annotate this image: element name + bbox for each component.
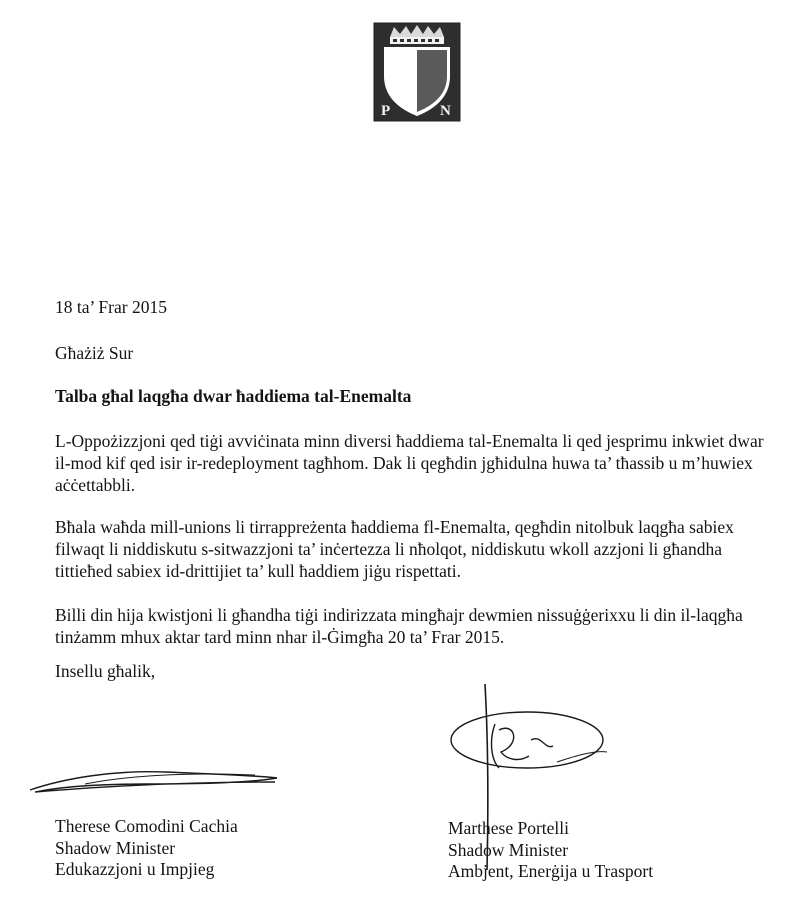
- signatory-title: Shadow Minister: [55, 837, 176, 858]
- paragraph-1: L-Oppożizzjoni qed tiġi avviċinata minn diversi ħaddiema tal-Enemalta li qed jesprimu inkwiet dwar il-mod kif qed isir ir-redeployment tagħhom. Dak li qegħdin jgħidulna huwa ta’ tħassib u m’huwiex aċċettabbli.: [55, 431, 764, 495]
- signatory-portfolio: Edukazzjoni u Impjieg: [55, 859, 215, 879]
- paragraph-3: Billi din hija kwistjoni li għandha tiġi indirizzata mingħajr dewmien nissuġġerixxu li din il-laqgħa tinżamm mhux aktar tard minn nhar il-Ġimgħa 20 ta’ Frar 2015.: [55, 605, 743, 647]
- svg-text:N: N: [440, 103, 451, 119]
- signature-scribble-icon: [25, 758, 285, 798]
- letter-subject: Talba għal laqgħa dwar ħaddiema tal-Enemalta: [55, 386, 412, 406]
- signatory-name: Therese Comodini Cachia: [55, 816, 238, 836]
- party-emblem-icon: [373, 22, 461, 122]
- signature-left: [25, 758, 285, 798]
- paragraph-2: Bħala waħda mill-unions li tirrappreżenta ħaddiema fl-Enemalta, qegħdin nitolbuk laqgħa sabiex filwaqt li niddiskutu s-sitwazzjoni ta’ inċertezza li nħolqot, niddiskutu wkoll azzjoni li għandha tittieħed sabiex id-drittijiet ta’ kull ħaddiem jiġu rispettati.: [55, 517, 734, 581]
- letter-date: 18 ta’ Frar 2015: [55, 297, 167, 317]
- salutation: Għażiż Sur: [55, 343, 134, 363]
- signatory-right: [448, 818, 653, 883]
- closing: Insellu għalik,: [55, 661, 156, 681]
- svg-text:P: P: [381, 103, 391, 119]
- party-logo: [373, 22, 461, 122]
- signatory-name: Marthese Portelli: [448, 818, 570, 838]
- signatory-left: [55, 816, 238, 881]
- signatory-portfolio: Ambjent, Enerġija u Trasport: [448, 861, 654, 881]
- signatory-title: Shadow Minister: [448, 839, 569, 860]
